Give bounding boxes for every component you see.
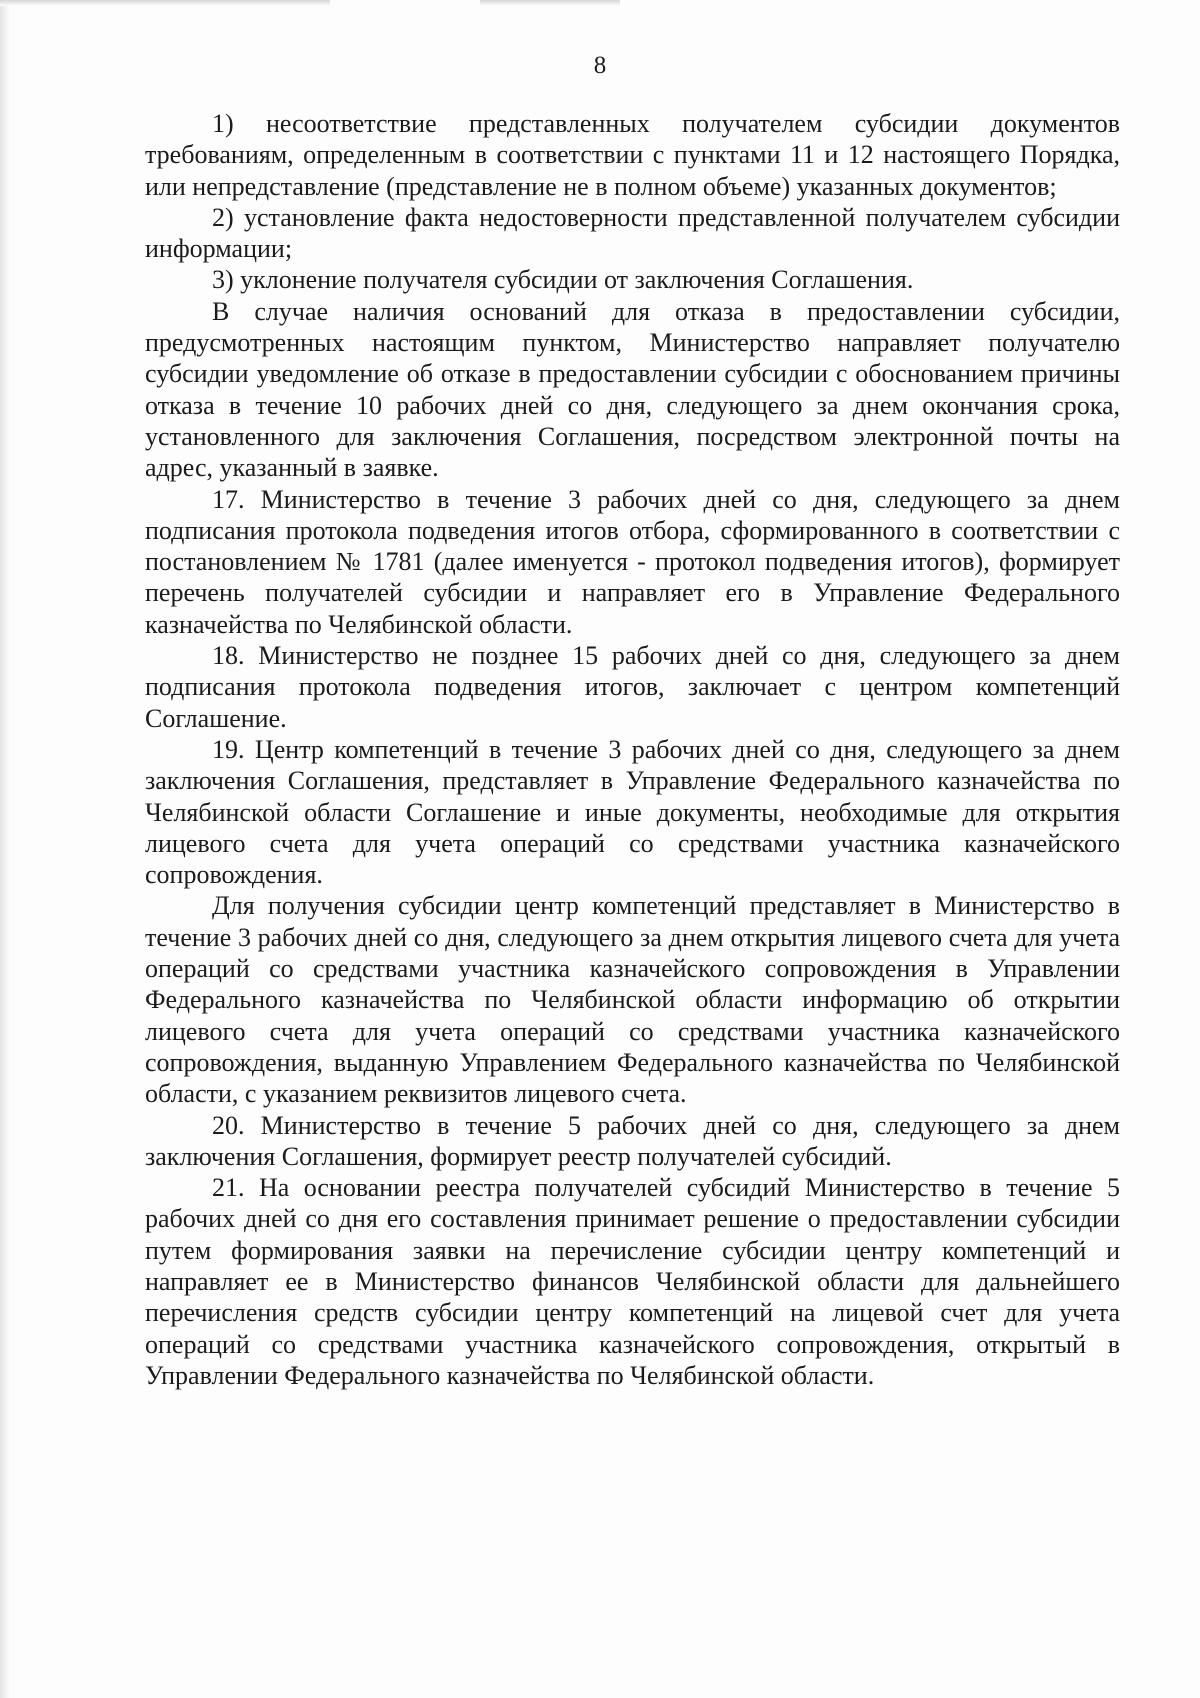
paragraph-19: 19. Центр компетенций в течение 3 рабочих дней со дня, следующего за днем заключения Соглашения, представляет в Управление Федерального казначейства по Челябинской области Соглашение и иные документы, необходимые для открытия лицевого счета для учета операций со средствами участника казначейского сопровождения. <box>145 734 1120 890</box>
paragraph-refusal-notice: В случае наличия оснований для отказа в предоставлении субсидии, предусмотренных настоящим пунктом, Министерство направляет получателю субсидии уведомление об отказе в предоставлении субсидии с обоснованием причины отказа в течение 10 рабочих дней со дня, следующего за днем окончания срока, установленного для заключения Соглашения, посредством электронной почты на адрес, указанный в заявке. <box>145 296 1120 483</box>
document-body <box>145 108 1120 1391</box>
page-number: 8 <box>593 52 607 79</box>
scan-edge-shadow <box>0 0 10 1698</box>
scan-top-mark-center <box>480 0 620 6</box>
paragraph-21: 21. На основании реестра получателей субсидий Министерство в течение 5 рабочих дней со дня его составления принимает решение о предоставлении субсидии путем формирования заявки на перечисление субсидии центру компетенций и направляет ее в Министерство финансов Челябинской области для дальнейшего перечисления средств субсидии центру компетенций на лицевой счет для учета операций со средствами участника казначейского сопровождения, открытый в Управлении Федерального казначейства по Челябинской области. <box>145 1173 1120 1390</box>
paragraph-item-1: 1) несоответствие представленных получателем субсидии документов требованиям, определенным в соответствии с пунктами 11 и 12 настоящего Порядка, или непредставление (представление не в полном объеме) указанных документов; <box>145 109 1120 201</box>
paragraph-19-continued: Для получения субсидии центр компетенций представляет в Министерство в течение 3 рабочих дней со дня, следующего за днем открытия лицевого счета для учета операций со средствами участника казначейского сопровождения в Управлении Федерального казначейства по Челябинской области информацию об открытии лицевого счета для учета операций со средствами участника казначейского сопровождения, выданную Управлением Федерального казначейства по Челябинской области, с указанием реквизитов лицевого счета. <box>145 891 1120 1109</box>
paragraph-17: 17. Министерство в течение 3 рабочих дней со дня, следующего за днем подписания протокола подведения итогов отбора, сформированного в соответствии с постановлением № 1781 (далее именуется - протокол подведения итогов), формирует перечень получателей субсидии и направляет его в Управление Федерального казначейства по Челябинской области. <box>145 484 1120 639</box>
paragraph-item-2: 2) установление факта недостоверности представленной получателем субсидии информации; <box>145 202 1120 264</box>
paragraph-20: 20. Министерство в течение 5 рабочих дней со дня, следующего за днем заключения Соглашения, формирует реестр получателей субсидий. <box>145 1110 1120 1171</box>
paragraph-18: 18. Министерство не позднее 15 рабочих дней со дня, следующего за днем подписания протокола подведения итогов, заключает с центром компетенций Соглашение. <box>145 641 1120 733</box>
paragraph-item-3: 3) уклонение получателя субсидии от заключения Соглашения. <box>212 265 914 295</box>
scan-top-mark-left <box>0 0 330 6</box>
